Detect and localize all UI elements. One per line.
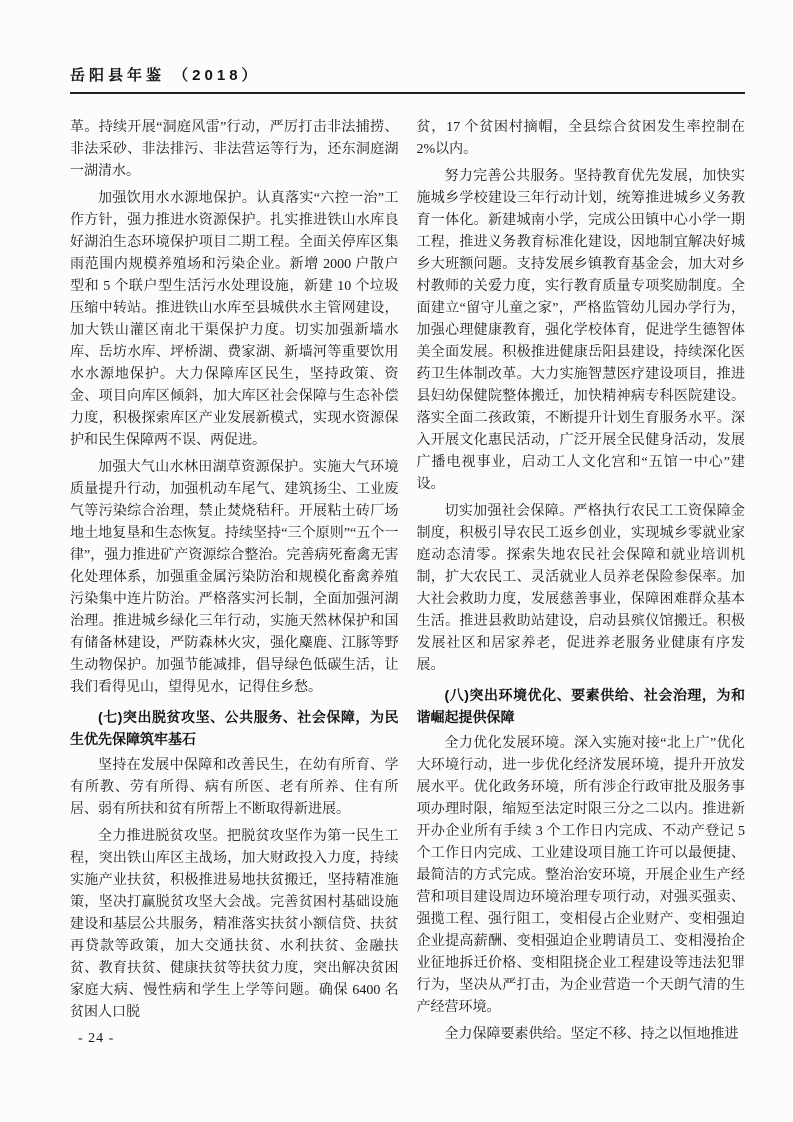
paragraph: 加强大气山水林田湖草资源保护。实施大气环境质量提升行动，加强机动车尾气、建筑扬尘、工业废气等污染综合治理，禁止焚烧秸秆。开展粘土砖厂场地土地复垦和生态恢复。持续坚持“三个原则”“五个一律”，强力推进矿产资源综合整治。完善病死畜禽无害化处理体系，加强重金属污染防治和规模化畜禽养殖污染集中连片防治。严格落实河长制，全面加强河湖治理。推进城乡绿化三年行动，实施天然林保护和国有储备林建设，严防森林火灾，强化麋鹿、江豚等野生动物保护。加强节能减排，倡导绿色低碳生活，让我们看得见山，望得见水，记得住乡愁。 (70, 460, 399, 695)
section-heading: (七)突出脱贫攻坚、公共服务、社会保障，为民生优先保障筑牢基石 (70, 709, 399, 747)
page-header (70, 64, 745, 94)
paragraph: 加强饮用水水源地保护。认真落实“六控一治”工作方针，强力推进水资源保护。扎实推进铁山水库良好湖泊生态环境保护项目二期工程。全面关停库区集雨范围内规模养殖场和污染企业。新增 2000 户散户型和 5 个联户型生活污水处理设施，新建 10 个垃圾压缩中转站。推进铁山水库至县城供水主管网建设，加大铁山灌区南北干渠保护力度。切实加强新墙水库、岳坊水库、坪桥湖、费家湖、新墙河等重要饮用水水源地保护。大力保障库区民生，坚持政策、资金、项目向库区倾斜，加大库区社会保障与生态补偿力度，积极探索库区产业发展新模式，实现水资源保护和民生保障两不误、两促进。 (70, 191, 399, 448)
header-divider (70, 92, 745, 94)
running-head-title: 岳阳县年鉴 （2018） (70, 67, 261, 84)
paragraph: 坚持在发展中保障和改善民生，在幼有所育、学有所教、劳有所得、病有所医、老有所养、住有所居、弱有所扶和贫有所帮上不断取得新进展。 (70, 758, 399, 817)
paragraph: 贫，17 个贫困村摘帽，全县综合贫困发生率控制在 2%以内。 (416, 120, 745, 157)
paragraph: 切实加强社会保障。严格执行农民工工资保障金制度，积极引导农民工返乡创业，实现城乡零就业家庭动态清零。探索失地农民社会保障和就业培训机制，扩大农民工、灵活就业人员养老保险参保率。加大社会救助力度，发展慈善事业，保障困难群众基本生活。推进县救助站建设，启动县殡仪馆搬迁。积极发展社区和居家养老，促进养老服务业健康有序发展。 (416, 504, 745, 673)
page-number: - 24 - (78, 1031, 115, 1046)
paragraph: 努力完善公共服务。坚持教育优先发展，加快实施城乡学校建设三年行动计划，统筹推进城乡义务教育一体化。新建城南小学，完成公田镇中心小学一期工程，推进义务教育标准化建设，因地制宜解决好城乡大班额问题。支持发展乡镇教育基金会，加大对乡村教师的关爱力度，实行教育质量专项奖励制度。全面建立“留守儿童之家”，严格监管幼儿园办学行为，加强心理健康教育，强化学校体育，促进学生德智体美全面发展。积极推进健康岳阳县建设，持续深化医药卫生体制改革。大力实施智慧医疗建设项目，推进县妇幼保健院整体搬迁，加快精神病专科医院建设。落实全面二孩政策，不断提升计划生育服务水平。深入开展文化惠民活动，广泛开展全民健身活动，发展广播电视事业，启动工人文化宫和“五馆一中心”建设。 (416, 169, 745, 492)
paragraph: 全力优化发展环境。深入实施对接“北上广”优化大环境行动，进一步优化经济发展环境，提升开放发展水平。优化政务环境，所有涉企行政审批及服务事项办理时限，缩短至法定时限三分之二以内。推进新开办企业所有手续 3 个工作日内完成、不动产登记 5 个工作日内完成、工业建设项目施工许可以最便捷、最简洁的方式完成。整治治安环境，开展企业生产经营和项目建设周边环境治理专项行动，对强买强卖、强揽工程、强行阻工，变相侵占企业财产、变相强迫企业提高薪酬、变相强迫企业聘请员工、变相漫抬企业征地拆迁价格、变相阻挠企业工程建设等违法犯罪行为，坚决从严打击，为企业营造一个天朗气清的生产经营环境。 (416, 736, 745, 1015)
paragraph: 全力推进脱贫攻坚。把脱贫攻坚作为第一民生工程，突出铁山库区主战场，加大财政投入力度，持续实施产业扶贫，积极推进易地扶贫搬迁，坚持精准施策，坚决打赢脱贫攻坚大会战。完善贫困村基础设施建设和基层公共服务，精准落实扶贫小额信贷、扶贫再贷款等政策，加大交通扶贫、水利扶贫、金融扶贫、教育扶贫、健康扶贫等扶贫力度，突出解决贫困家庭大病、慢性病和学生上学等问题。确保 6400 名贫困人口脱 (70, 829, 399, 1020)
paragraph: 全力保障要素供给。坚定不移、持之以恒地推进 (444, 1027, 739, 1042)
page-footer (78, 1031, 114, 1047)
right-column (416, 117, 746, 1042)
section-heading: (八)突出环境优化、要素供给、社会治理，为和谐崛起提供保障 (416, 687, 745, 725)
paragraph: 革。持续开展“洞庭风雷”行动，严厉打击非法捕捞、非法采砂、非法排污、非法营运等行为，还东洞庭湖一湖清水。 (70, 120, 399, 179)
left-column (70, 117, 399, 1032)
